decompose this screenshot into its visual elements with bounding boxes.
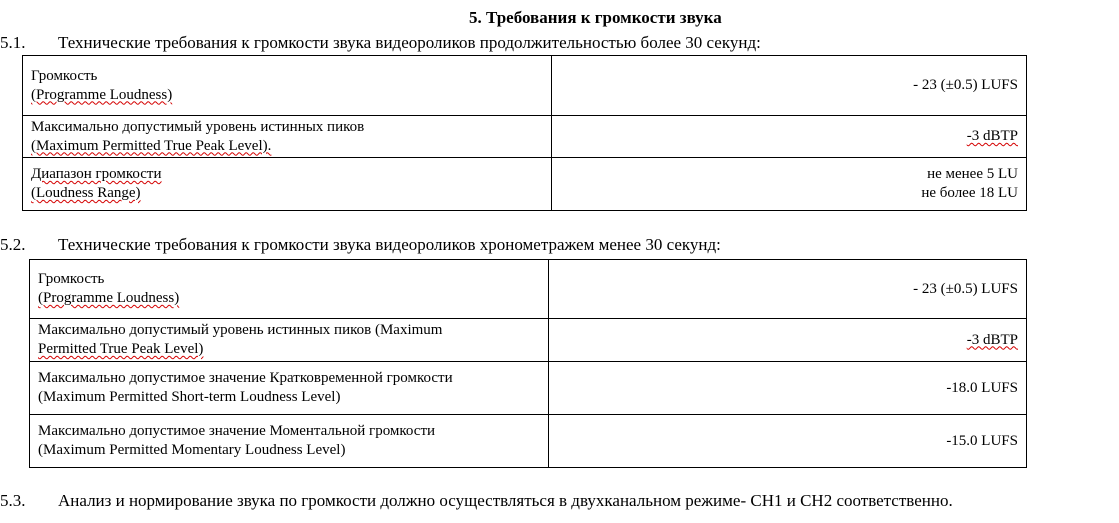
table-row <box>23 158 1027 211</box>
parameter-label-ru: Максимально допустимое значение Кратковременной громкости <box>38 370 453 386</box>
parameter-cell <box>30 260 549 319</box>
paragraph-number: 5.1. <box>0 33 26 52</box>
table-row <box>23 56 1027 116</box>
parameter-label-en: (Loudness Range) <box>31 185 141 201</box>
value-cell: - 23 (±0.5) LUFS <box>549 260 1027 319</box>
loudness-table-over-30s <box>22 55 1027 211</box>
value-line-min: не менее 5 LU <box>927 166 1018 182</box>
value-text: -3 dBTP <box>966 331 1018 348</box>
table-row <box>30 362 1027 415</box>
paragraph-5-1 <box>0 33 761 53</box>
paragraph-text: Анализ и нормирование звука по громкости должно осуществляться в двухканальном режиме- CH1 и CH2 соответственно. <box>58 491 953 510</box>
paragraph-text: Технические требования к громкости звука видеороликов продолжительностью более 30 секунд: <box>58 33 761 52</box>
value-text: -3 dBTP <box>966 128 1018 144</box>
table-row <box>30 415 1027 468</box>
value-line-max: не более 18 LU <box>921 185 1018 201</box>
parameter-label-ru: Максимально допустимый уровень истинных пиков <box>31 118 365 135</box>
parameter-label-en: (Maximum Permitted Short-term Loudness Level) <box>38 389 341 405</box>
parameter-label-en: (Maximum Permitted Momentary Loudness Level) <box>38 442 346 458</box>
parameter-label-en: Permitted True Peak Level) <box>38 341 204 357</box>
parameter-label-ru: Громкость <box>31 67 98 84</box>
value-cell: -18.0 LUFS <box>549 362 1027 415</box>
parameter-label-ru: Диапазон громкости <box>31 166 162 182</box>
parameter-cell <box>30 362 549 415</box>
value-cell: - 23 (±0.5) LUFS <box>552 56 1027 116</box>
parameter-label-en: (Programme Loudness) <box>38 290 180 306</box>
table-row <box>23 116 1027 158</box>
table-row <box>30 260 1027 319</box>
section-title: 5. Требования к громкости звука <box>469 8 722 27</box>
parameter-cell <box>23 158 552 211</box>
table-row <box>30 319 1027 362</box>
paragraph-text: Технические требования к громкости звука видеороликов хронометражем менее 30 секунд: <box>58 235 721 254</box>
paragraph-5-3 <box>0 491 953 511</box>
paragraph-5-2 <box>0 235 721 255</box>
parameter-label-en: (Programme Loudness) <box>31 86 173 103</box>
parameter-label-ru: Максимально допустимый уровень истинных пиков (Maximum <box>38 322 443 338</box>
parameter-cell <box>23 56 552 116</box>
parameter-label-ru: Громкость <box>38 271 105 287</box>
value-cell <box>552 116 1027 158</box>
paragraph-number: 5.2. <box>0 235 26 254</box>
parameter-cell <box>30 415 549 468</box>
value-cell <box>549 319 1027 362</box>
parameter-cell <box>30 319 549 362</box>
paragraph-number: 5.3. <box>0 491 26 510</box>
parameter-cell <box>23 116 552 158</box>
parameter-label-en: (Maximum Permitted True Peak Level). <box>31 137 272 154</box>
parameter-label-ru: Максимально допустимое значение Моментальной громкости <box>38 423 436 439</box>
value-cell: -15.0 LUFS <box>549 415 1027 468</box>
loudness-table-under-30s <box>29 259 1027 468</box>
value-cell <box>552 158 1027 211</box>
